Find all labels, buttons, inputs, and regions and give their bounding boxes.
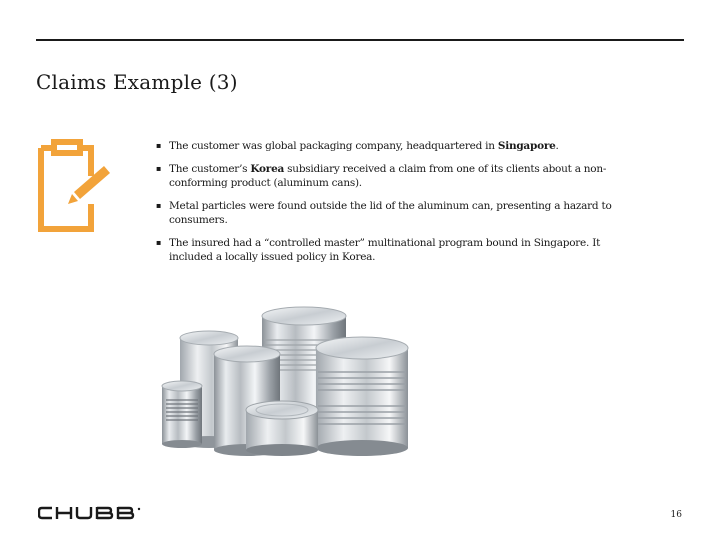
bullet-text: Metal particles were found outside the lid of the aluminum can, presenting a hazard to consumers. — [169, 200, 612, 226]
bullet-emphasis: Korea — [250, 163, 285, 175]
bullet-item — [156, 139, 646, 153]
bullet-text: The customer was global packaging company, headquartered in — [169, 140, 498, 152]
page-number: 16 — [670, 510, 682, 520]
chubb-logo — [38, 504, 142, 522]
bullet-marker: ▪ — [156, 141, 162, 150]
clipboard-pencil-icon — [36, 134, 112, 234]
tin-cans-image — [158, 296, 416, 464]
bullet-text: The customer’s — [169, 163, 251, 175]
bullet-item — [156, 199, 646, 227]
bullet-list — [156, 139, 646, 273]
bullet-item — [156, 236, 646, 264]
bullet-text: subsidiary received a claim from one of its clients about a non-conforming product (aluminum cans). — [169, 163, 607, 189]
bullet-text: The insured had a “controlled master” multinational program bound in Singapore. It included a locally issued policy in Korea. — [169, 237, 601, 263]
slide-title: Claims Example (3) — [36, 70, 238, 94]
bullet-item — [156, 162, 646, 190]
bullet-text: . — [555, 140, 559, 152]
bullet-marker: ▪ — [156, 164, 162, 173]
bullet-marker: ▪ — [156, 201, 162, 210]
top-rule — [36, 39, 684, 41]
bullet-emphasis: Singapore — [497, 140, 556, 152]
bullet-marker: ▪ — [156, 238, 162, 247]
